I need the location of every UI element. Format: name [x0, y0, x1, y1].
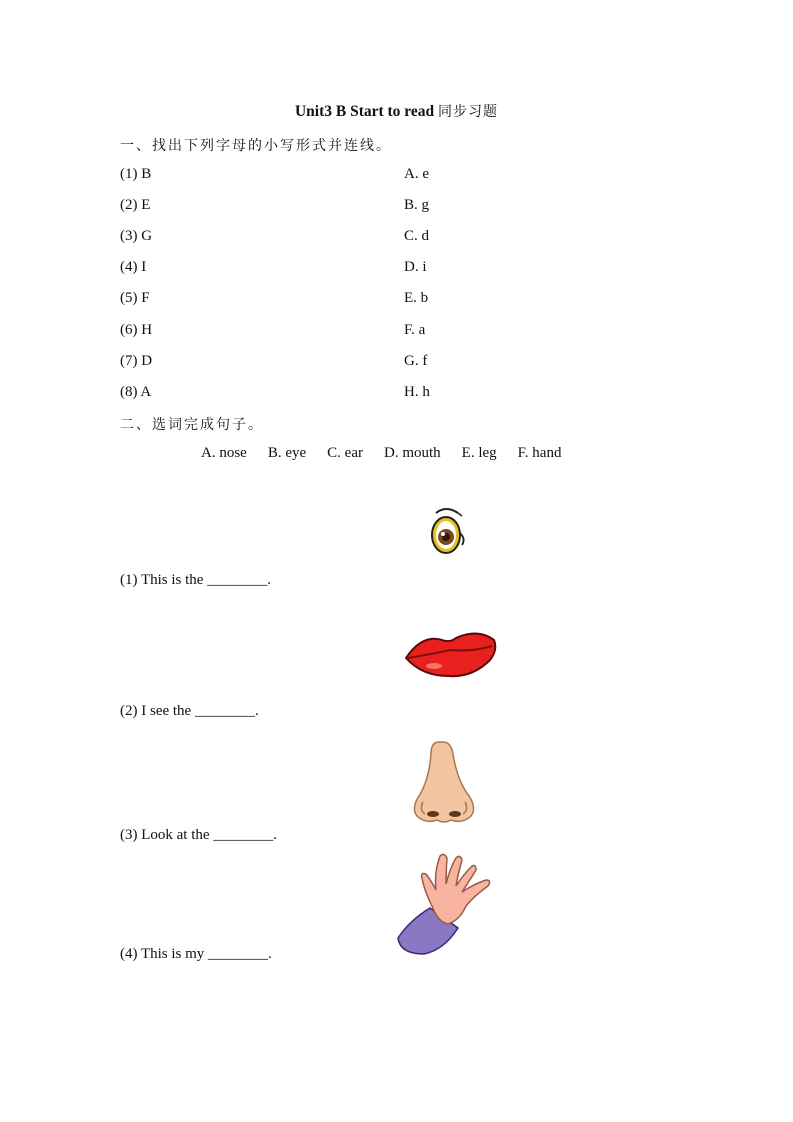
mouth-picture	[402, 628, 498, 680]
left-item: (1) B	[120, 166, 152, 182]
page-title	[0, 101, 793, 121]
option-item: D. mouth	[383, 445, 441, 461]
option-item: F. hand	[517, 445, 562, 461]
sentence-3: (3) Look at the ________.	[120, 827, 278, 843]
left-item: (3) G	[120, 228, 153, 244]
left-item: (2) E	[120, 197, 151, 213]
left-item: (4) I	[120, 259, 147, 275]
right-item: E. b	[404, 290, 429, 306]
section2-heading: 二、选词完成句子。	[120, 417, 264, 433]
option-item: C. ear	[327, 445, 363, 461]
right-item: C. d	[404, 228, 430, 244]
eye-picture	[426, 505, 470, 557]
left-item: (6) H	[120, 322, 153, 338]
right-item: H. h	[404, 384, 430, 400]
nose-picture	[409, 740, 479, 826]
left-item: (7) D	[120, 353, 153, 369]
left-item: (5) F	[120, 290, 150, 306]
right-item: A. e	[404, 166, 429, 182]
right-item: D. i	[404, 259, 427, 275]
sentence-4: (4) This is my ________.	[120, 946, 272, 962]
title-chinese: 同步习题	[438, 104, 499, 120]
sentence-1: (1) This is the ________.	[120, 572, 271, 588]
left-item: (8) A	[120, 384, 152, 400]
right-item: G. f	[404, 353, 428, 369]
sentence-2: (2) I see the ________.	[120, 703, 259, 719]
right-item: F. a	[404, 322, 426, 338]
word-options	[201, 445, 582, 462]
section1-heading: 一、找出下列字母的小写形式并连线。	[120, 138, 392, 154]
title-english: Unit3 B Start to read	[294, 103, 435, 120]
option-item: A. nose	[201, 445, 247, 461]
right-item: B. g	[404, 197, 430, 213]
option-item: B. eye	[267, 445, 307, 461]
hand-picture	[394, 850, 498, 958]
option-item: E. leg	[461, 445, 497, 461]
